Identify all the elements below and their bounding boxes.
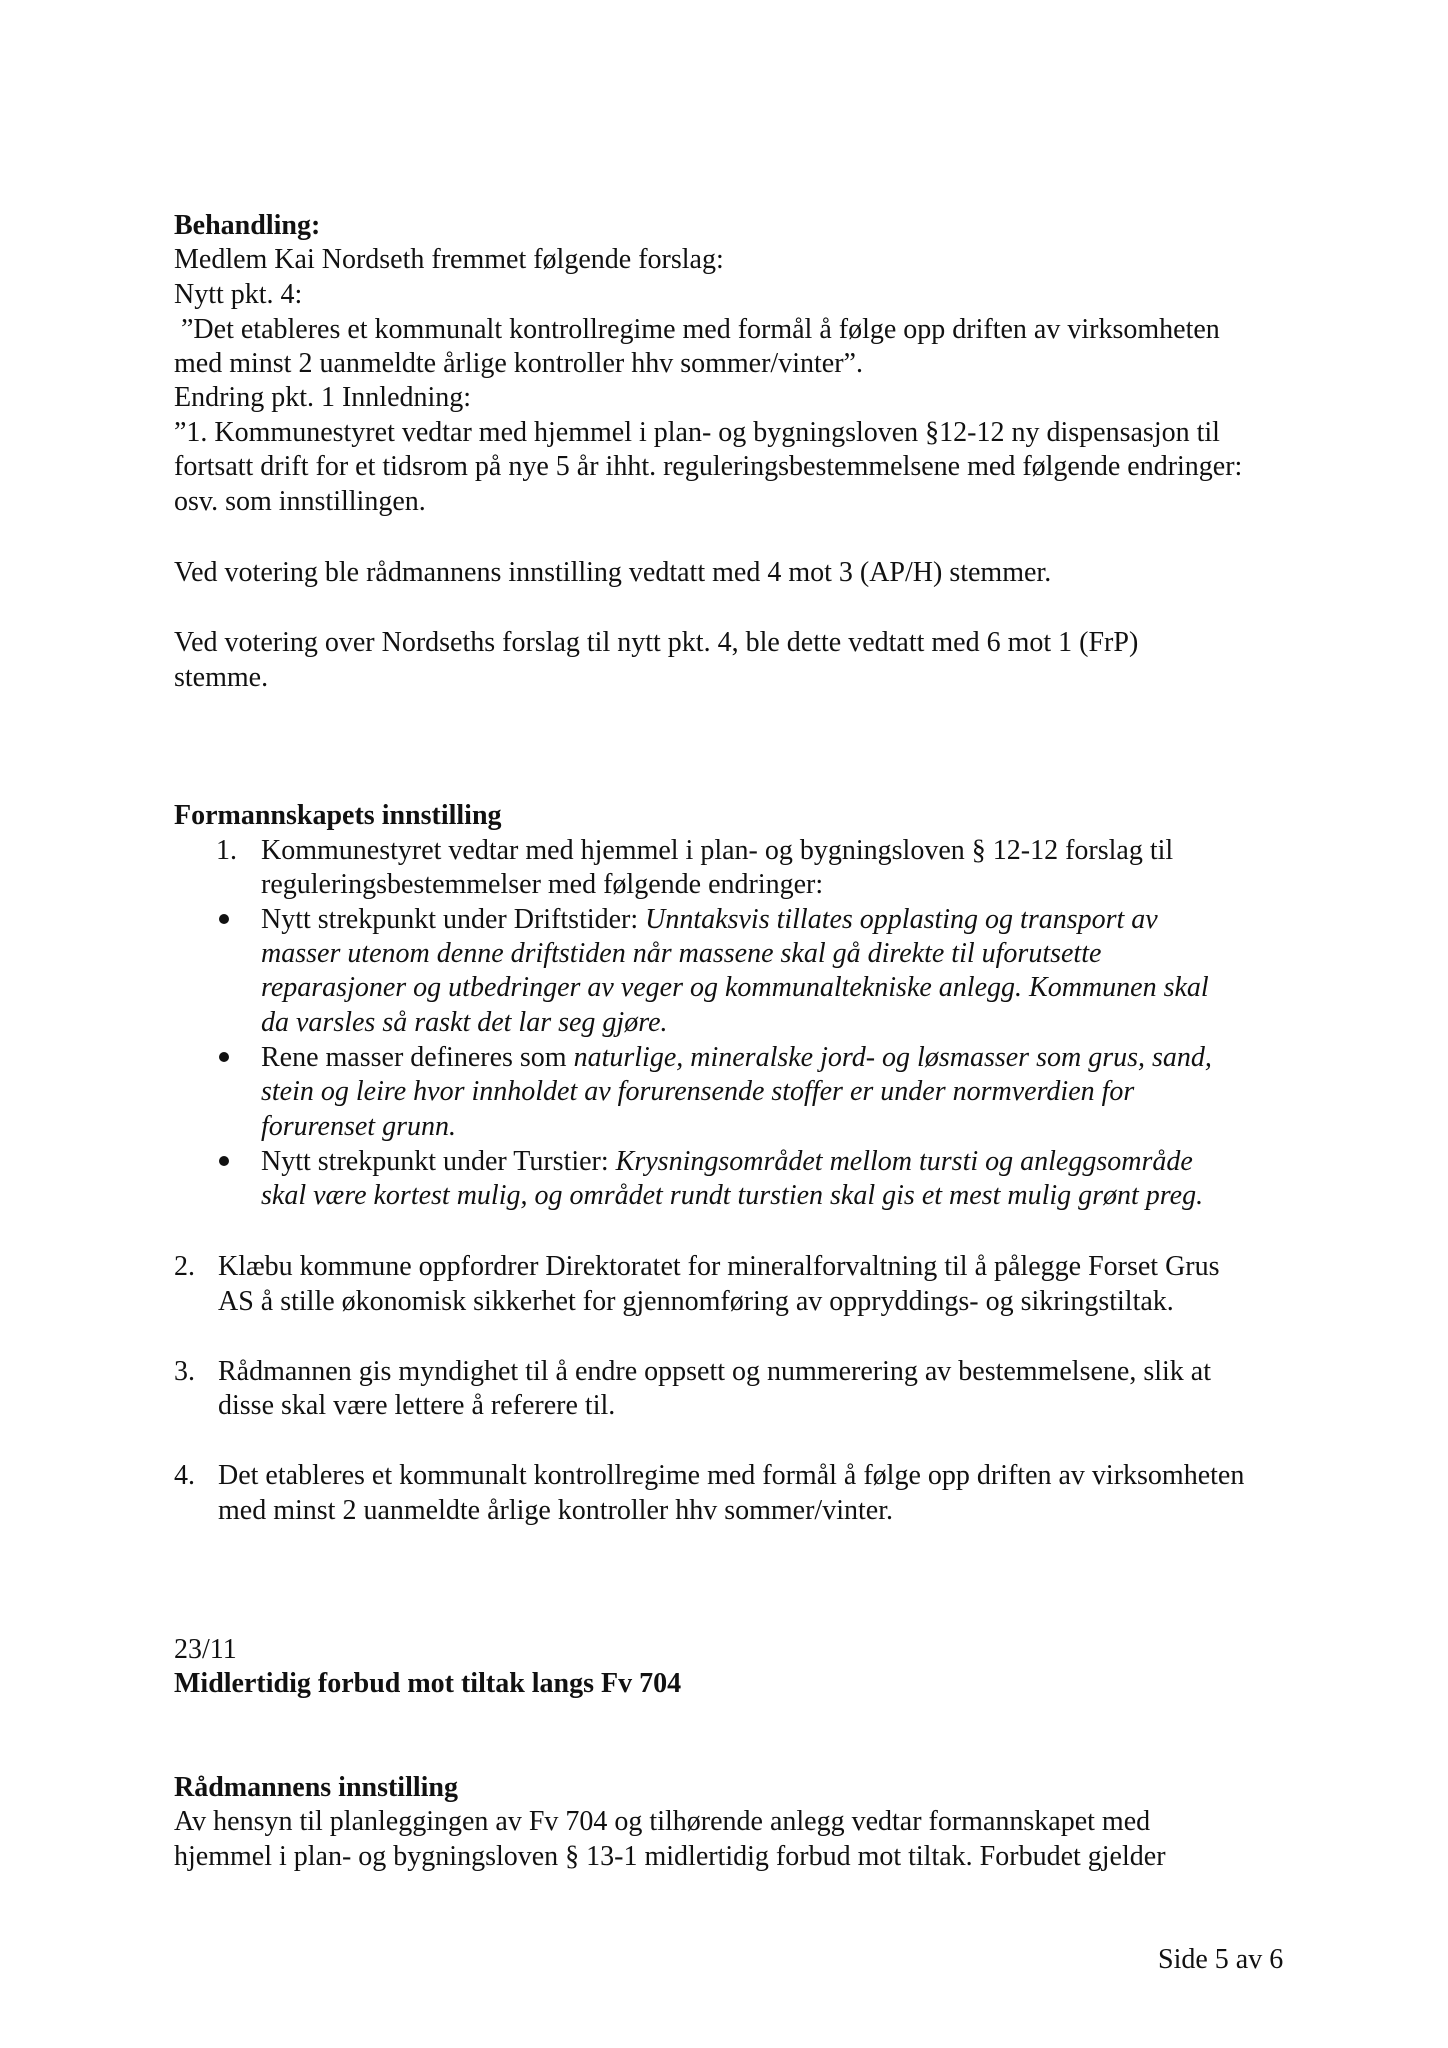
- list-item-text: med minst 2 uanmeldte årlige kontroller hhv sommer/vinter.: [218, 1495, 893, 1526]
- behandling-line: Endring pkt. 1 Innledning:: [174, 382, 472, 413]
- behandling-line: fortsatt drift for et tidsrom på nye 5 år ihht. reguleringsbestemmelsene med følgende endringer:: [174, 451, 1243, 482]
- bullet-lead: Nytt strekpunkt under Turstier:: [261, 1146, 616, 1177]
- bullet-lead: Rene masser defineres som: [261, 1042, 574, 1073]
- list-item-number: 2.: [174, 1251, 195, 1282]
- formannskap-heading: Formannskapets innstilling: [174, 800, 502, 831]
- vote-result-1: Ved votering ble rådmannens innstilling vedtatt med 4 mot 3 (AP/H) stemmer.: [174, 557, 1052, 588]
- bullet-text: [261, 1041, 1212, 1075]
- list-item-text: Kommunestyret vedtar med hjemmel i plan- og bygningsloven § 12-12 forslag til: [261, 835, 1174, 866]
- behandling-line: osv. som innstillingen.: [174, 486, 426, 517]
- list-item-text: Klæbu kommune oppfordrer Direktoratet for mineralforvaltning til å pålegge Forset Grus: [218, 1251, 1220, 1282]
- bullet-text: [261, 1145, 1193, 1179]
- bullet-italic-line: reparasjoner og utbedringer av veger og kommunaltekniske anlegg. Kommunen skal: [261, 972, 1209, 1003]
- list-item-text: AS å stille økonomisk sikkerhet for gjennomføring av oppryddings- og sikringstiltak.: [218, 1286, 1174, 1317]
- page-number: Side 5 av 6: [1158, 1944, 1284, 1975]
- list-item-text: Det etableres et kommunalt kontrollregime med formål å følge opp driften av virksomheten: [218, 1460, 1245, 1491]
- behandling-heading: Behandling:: [174, 210, 321, 241]
- bullet-italic-line: forurenset grunn.: [261, 1111, 456, 1142]
- bullet-lead: Nytt strekpunkt under Driftstider:: [261, 904, 646, 935]
- radmann-heading: Rådmannens innstilling: [174, 1772, 458, 1803]
- bullet-italic: Unntaksvis tillates opplasting og transport av: [645, 904, 1158, 935]
- bullet-italic-line: skal være kortest mulig, og området rundt turstien skal gis et mest mulig grønt preg.: [261, 1180, 1204, 1211]
- behandling-line: med minst 2 uanmeldte årlige kontroller hhv sommer/vinter”.: [174, 348, 863, 379]
- list-item-number: 1.: [216, 835, 237, 866]
- bullet-italic: Krysningsområdet mellom tursti og anleggsområde: [615, 1146, 1193, 1177]
- list-item-number: 3.: [174, 1356, 195, 1387]
- bullet-italic-line: stein og leire hvor innholdet av forurensende stoffer er under normverdien for: [261, 1076, 1135, 1107]
- bullet-italic: naturlige, mineralske jord- og løsmasser som grus, sand,: [573, 1042, 1212, 1073]
- behandling-line: ”Det etableres et kommunalt kontrollregime med formål å følge opp driften av virksomheten: [174, 314, 1220, 345]
- vote-result-2: Ved votering over Nordseths forslag til nytt pkt. 4, ble dette vedtatt med 6 mot 1 (FrP): [174, 627, 1139, 658]
- list-item-text: reguleringsbestemmelser med følgende endringer:: [261, 869, 824, 900]
- behandling-line: Medlem Kai Nordseth fremmet følgende forslag:: [174, 244, 724, 275]
- bullet-point: [219, 1052, 229, 1062]
- list-item-text: Rådmannen gis myndighet til å endre oppsett og nummerering av bestemmelsene, slik at: [218, 1356, 1211, 1387]
- case-number: 23/11: [174, 1634, 237, 1665]
- radmann-line: Av hensyn til planleggingen av Fv 704 og tilhørende anlegg vedtar formannskapet med: [174, 1806, 1151, 1837]
- bullet-italic-line: masser utenom denne driftstiden når massene skal gå direkte til uforutsette: [261, 938, 1102, 969]
- vote-result-2: stemme.: [174, 662, 269, 693]
- bullet-italic-line: da varsles så raskt det lar seg gjøre.: [261, 1007, 668, 1038]
- list-item-number: 4.: [174, 1460, 195, 1491]
- bullet-text: [261, 903, 1158, 937]
- behandling-line: ”1. Kommunestyret vedtar med hjemmel i plan- og bygningsloven §12-12 ny dispensasjon til: [174, 417, 1220, 448]
- radmann-line: hjemmel i plan- og bygningsloven § 13-1 midlertidig forbud mot tiltak. Forbudet gjelder: [174, 1841, 1166, 1872]
- behandling-line: Nytt pkt. 4:: [174, 279, 303, 310]
- bullet-point: [219, 914, 229, 924]
- list-item-text: disse skal være lettere å referere til.: [218, 1390, 616, 1421]
- case-title: Midlertidig forbud mot tiltak langs Fv 704: [174, 1668, 682, 1699]
- bullet-point: [219, 1156, 229, 1166]
